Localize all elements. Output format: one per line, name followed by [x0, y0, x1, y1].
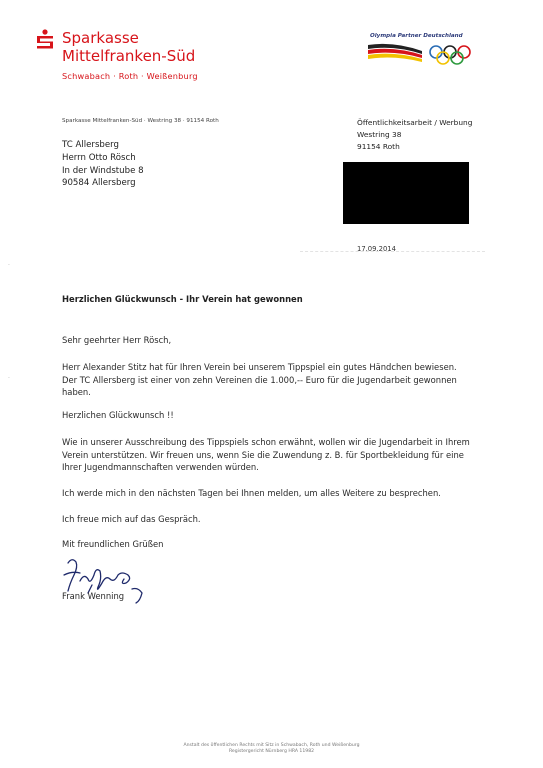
redacted-block	[343, 162, 469, 224]
paragraph-line: haben.	[62, 387, 91, 397]
recipient-address	[62, 139, 144, 190]
letter-date: 17.09.2014	[357, 245, 396, 253]
paragraph-line: Der TC Allersberg ist einer von zehn Vereinen die 1.000,-- Euro für die Jugendarbeit gewonnen	[62, 374, 457, 385]
scan-mark: ·	[8, 262, 10, 269]
paragraph: Ich freue mich auf das Gespräch.	[62, 514, 201, 524]
bank-locations: Schwabach · Roth · Weißenburg	[62, 71, 198, 81]
olympic-rings-icon	[364, 31, 476, 77]
footer-line: Registergericht Nürnberg HRA 11982	[228, 749, 315, 754]
department-line: Öffentlichkeitsarbeit / Werbung	[357, 118, 473, 127]
recipient-line: TC Allersberg	[62, 140, 120, 150]
scan-mark: ·	[8, 375, 10, 382]
closing: Mit freundlichen Grüßen	[62, 539, 164, 549]
paragraph-line: Herr Alexander Stitz hat für Ihren Verein bei unserem Tippspiel ein gutes Händchen bewiesen.	[62, 362, 457, 372]
sparkasse-s-icon	[36, 29, 54, 51]
paragraph: Ich werde mich in den nächsten Tagen bei Ihnen melden, um alles Weitere zu besprechen.	[62, 488, 441, 498]
recipient-line: In der Windstube 8	[62, 165, 144, 176]
footer	[0, 743, 543, 755]
paragraph	[62, 436, 470, 474]
signer-name: Frank Wenning	[62, 591, 125, 601]
partner-label: Olympia Partner Deutschland	[370, 33, 463, 39]
department-address	[357, 117, 472, 153]
letter-subject: Herzlichen Glückwunsch - Ihr Verein hat gewonnen	[62, 294, 303, 304]
recipient-line: Herrn Otto Rösch	[62, 152, 136, 163]
sender-return-address: Sparkasse Mittelfranken-Süd · Westring 38 · 91154 Roth	[62, 118, 219, 124]
paragraph-line: Ihrer Jugendmannschaften verwenden würden.	[62, 462, 259, 472]
department-line: Westring 38	[357, 130, 402, 139]
recipient-line: 90584 Allersberg	[62, 178, 136, 189]
bank-name-line2: Mittelfranken-Süd	[62, 47, 196, 65]
footer-line: Anstalt des öffentlichen Rechts mit Sitz in Schwabach, Roth und Weißenburg	[183, 743, 360, 748]
paragraph-line: Wie in unserer Ausschreibung des Tippspiels schon erwähnt, wollen wir die Jugendarbeit in Ihrem	[62, 437, 470, 447]
paragraph-line: Verein unterstützen. Wir freuen uns, wenn Sie die Zuwendung z. B. für Sportbekleidung für eine	[62, 449, 464, 460]
salutation: Sehr geehrter Herr Rösch,	[62, 335, 172, 345]
bank-name-line1: Sparkasse	[62, 29, 139, 47]
paragraph	[62, 361, 457, 399]
department-line: 91154 Roth	[357, 142, 400, 151]
congratulation-line: Herzlichen Glückwunsch !!	[62, 410, 174, 420]
bank-name	[62, 29, 195, 65]
